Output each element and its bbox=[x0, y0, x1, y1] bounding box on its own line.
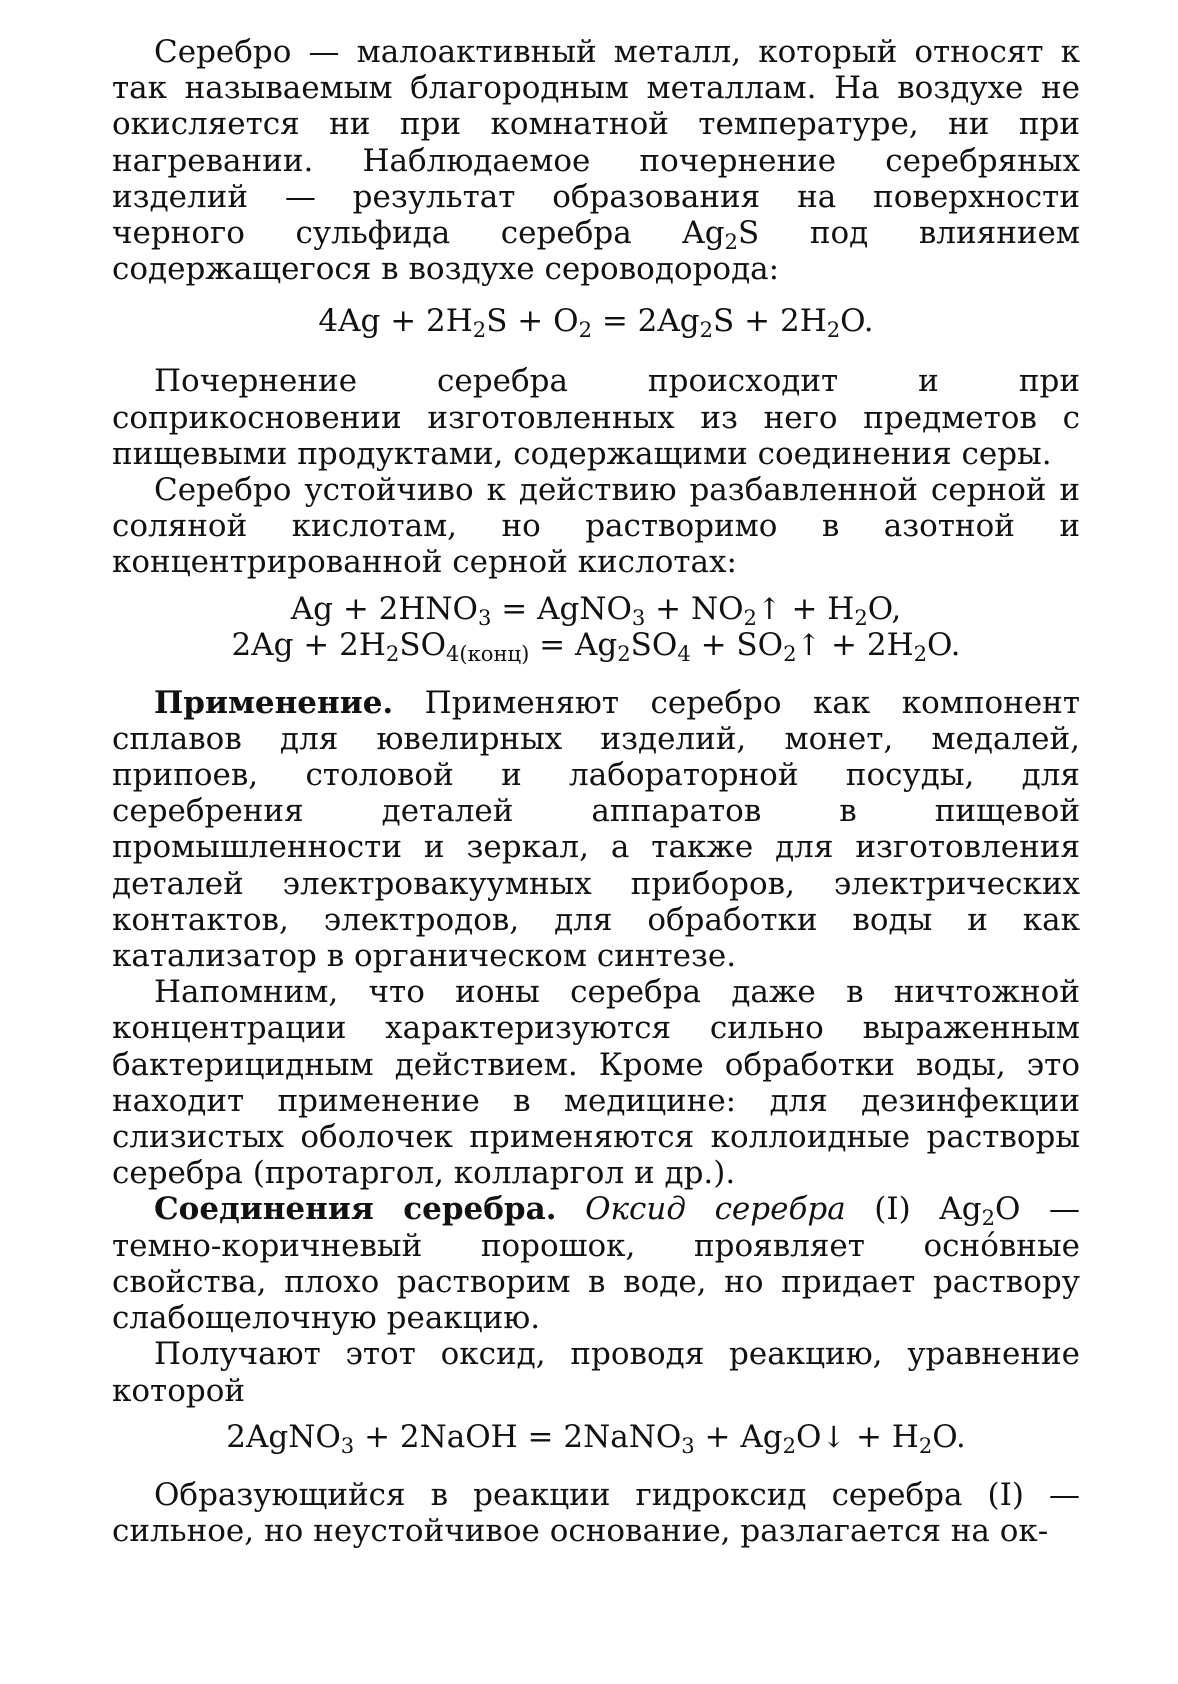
equation-nitric-acid bbox=[112, 590, 1080, 630]
eq-part: O. bbox=[840, 303, 874, 340]
term-silver-oxide: Оксид серебра bbox=[585, 1191, 846, 1228]
gas-arrow-icon: ↑ bbox=[756, 591, 782, 626]
eq-part: + Ag bbox=[694, 1418, 783, 1455]
subscript: 2 bbox=[783, 640, 797, 666]
eq-part: 2Ag + 2H bbox=[231, 626, 386, 663]
subscript: 2 bbox=[826, 317, 841, 343]
paragraph-text: O — темно-коричневый порошок, проявляет осно́вные свойства, плохо растворим в воде, но придает раствору слабощелочную реакцию. bbox=[112, 1191, 1080, 1337]
eq-part: + SO bbox=[690, 626, 784, 663]
gas-arrow-icon: ↑ bbox=[796, 627, 822, 662]
subscript: 4(конц) bbox=[445, 640, 530, 666]
eq-part: O. bbox=[932, 1418, 966, 1455]
subscript: 2 bbox=[743, 604, 757, 630]
eq-part: + 2H bbox=[821, 626, 914, 663]
subscript: 2 bbox=[913, 640, 928, 666]
subscript: 3 bbox=[340, 1432, 355, 1458]
paragraph-compounds bbox=[112, 1191, 1080, 1336]
paragraph-obtaining: Получают этот оксид, проводя реакцию, уравнение которой bbox=[112, 1336, 1080, 1409]
subscript: 2 bbox=[578, 317, 592, 343]
paragraph-acid-resistance: Серебро устойчиво к действию разбавленной серной и соляной кислотам, но растворимо в азотной и концентрированной серной кислотах: bbox=[112, 472, 1080, 581]
equation-sulfuric-acid bbox=[112, 626, 1080, 666]
subscript: 2 bbox=[385, 640, 400, 666]
subscript: 2 bbox=[854, 604, 868, 630]
eq-part: + 2NaOH = 2NaNO bbox=[354, 1418, 682, 1455]
eq-part: Ag + 2HNO bbox=[290, 590, 478, 627]
eq-part: S + O bbox=[486, 303, 579, 340]
subscript: 2 bbox=[617, 640, 631, 666]
eq-part: = AgNO bbox=[491, 590, 632, 627]
eq-part: 2AgNO bbox=[226, 1418, 341, 1455]
paragraph-text: (I) Ag bbox=[845, 1191, 982, 1228]
eq-part: S + 2H bbox=[713, 303, 827, 340]
paragraph-hydroxide: Образующийся в реакции гидроксид серебра (I) — сильное, но неустойчивое основание, разлагается на ок- bbox=[112, 1476, 1080, 1549]
section-heading-application: Применение. bbox=[154, 684, 394, 721]
paragraph-text: S под влиянием содержащегося в воздухе сероводорода: bbox=[112, 215, 1080, 288]
precipitate-arrow-icon: ↓ bbox=[821, 1419, 847, 1454]
subscript: 2 bbox=[724, 228, 738, 254]
paragraph-blackening: Почернение серебра происходит и при соприкосновении изготовленных из него предметов с пищевыми продуктами, содержащими соединения серы. bbox=[112, 363, 1080, 472]
subscript: 3 bbox=[477, 604, 492, 630]
equation-block-2 bbox=[112, 581, 1080, 685]
eq-part: O. bbox=[927, 626, 961, 663]
subscript: 4 bbox=[677, 640, 691, 666]
eq-part: = 2Ag bbox=[591, 303, 700, 340]
subscript: 2 bbox=[782, 1432, 796, 1458]
equation-block-3 bbox=[112, 1409, 1080, 1477]
section-heading-compounds: Соединения серебра. bbox=[154, 1191, 557, 1228]
subscript: 2 bbox=[699, 317, 714, 343]
eq-part: + H bbox=[781, 590, 855, 627]
paragraph-silver-intro bbox=[112, 34, 1080, 287]
eq-part: SO bbox=[399, 626, 446, 663]
subscript: 2 bbox=[981, 1205, 995, 1231]
subscript: 3 bbox=[631, 604, 646, 630]
eq-part: SO bbox=[630, 626, 678, 663]
equation-block-1 bbox=[112, 287, 1080, 363]
paragraph-application bbox=[112, 685, 1080, 975]
paragraph-text: Применяют серебро как компонент сплавов для ювелирных изделий, монет, медалей, припоев, столовой и лабораторной посуды, для серебрения деталей аппаратов в пищевой промышленности и зеркал, а также для изготовления деталей электровакуумных приборов, электрических контактов, электродов, для обработки воды и как катализатор в органическом синтезе. bbox=[112, 684, 1080, 975]
eq-part: = Ag bbox=[529, 626, 618, 663]
eq-part: O bbox=[796, 1418, 822, 1455]
equation-silver-oxide bbox=[112, 1418, 1080, 1458]
subscript: 2 bbox=[472, 317, 487, 343]
equation-silver-sulfide bbox=[112, 303, 1080, 343]
paragraph-text: Серебро — малоактивный металл, который относят к так называемым благородным металлам. На воздухе не окисляется ни при комнатной температуре, ни при нагревании. Наблюдаемое почернение серебряных изделий — результат образования на поверхности черного сульфида серебра Ag bbox=[112, 34, 1080, 252]
eq-part: O, bbox=[867, 590, 902, 627]
eq-part: + H bbox=[846, 1418, 919, 1455]
subscript: 2 bbox=[918, 1432, 933, 1458]
paragraph-bactericidal: Напомним, что ионы серебра даже в ничтожной концентрации характеризуются сильно выраженным бактерицидным действием. Кроме обработки воды, это находит применение в медицине: для дезинфекции слизистых оболочек применяются коллоидные растворы серебра (протаргол, колларгол и др.). bbox=[112, 974, 1080, 1192]
eq-part: 4Ag + 2H bbox=[318, 303, 473, 340]
subscript: 3 bbox=[681, 1432, 695, 1458]
eq-part: + NO bbox=[645, 590, 744, 627]
